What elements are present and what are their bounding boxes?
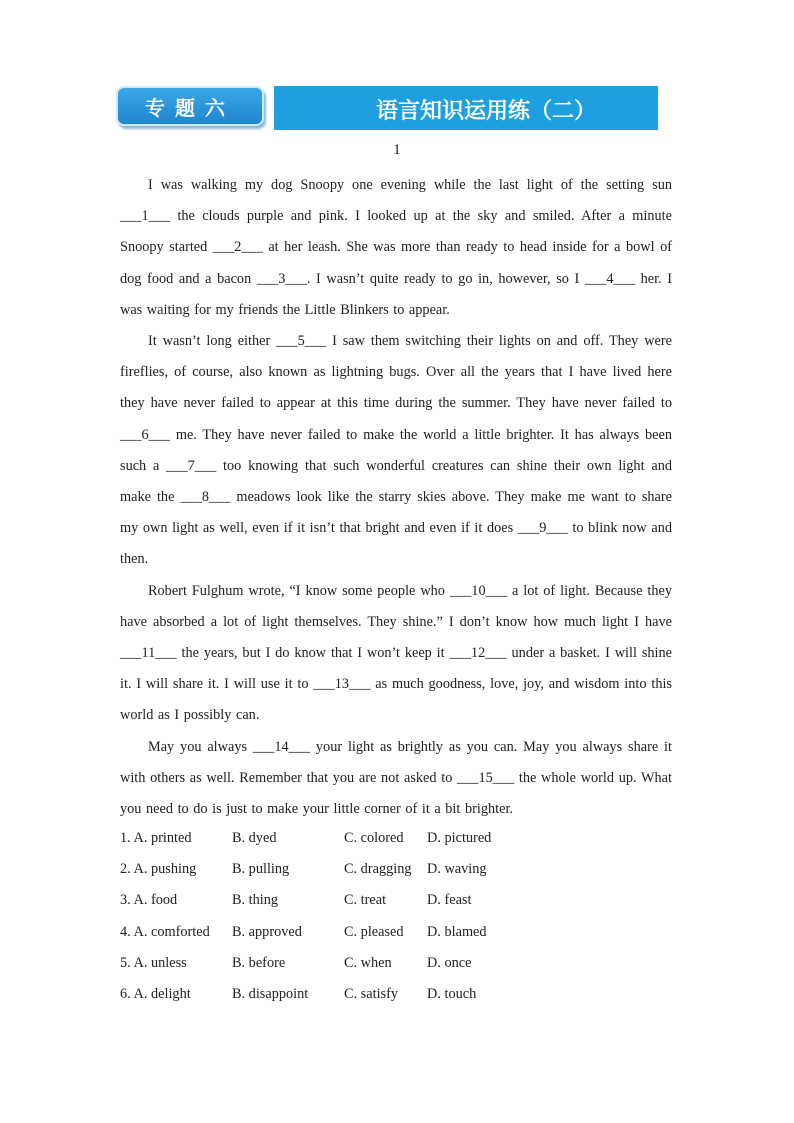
option-d: D. pictured xyxy=(427,830,492,846)
option-row xyxy=(120,885,672,916)
topic-tab: 专题六 xyxy=(116,86,264,126)
option-d: D. blamed xyxy=(427,923,487,940)
option-a: 3. A. food xyxy=(120,892,178,909)
page-number: 1 xyxy=(393,142,401,158)
option-a: 1. A. printed xyxy=(120,830,192,846)
option-b: B. disappoint xyxy=(232,985,309,1002)
option-c: C. treat xyxy=(344,892,387,909)
cloze-passage xyxy=(120,170,672,825)
paragraph: Robert Fulghum wrote, “I know some people who ___10___ a lot of light. Because they have absorbed a lot of light themselves. They shine.” I don’t know how much light I have ___11___ the years, but I do know that I won’t keep it ___12___ under a basket. I will shine it. I will share it. I will use it to ___13___ as much goodness, love, joy, and wisdom into this world as I possibly can. xyxy=(120,582,672,724)
option-d: D. feast xyxy=(427,892,472,909)
paragraph: I was walking my dog Snoopy one evening while the last light of the setting sun ___1___ the clouds purple and pink. I looked up at the sky and smiled. After a minute Snoopy started ___2___ at her leash. She was more than ready to head inside for a bowl of dog food and a bacon ___3___. I wasn’t quite ready to go in, however, so I ___4___ her. I was waiting for my friends the Little Blinkers to appear. xyxy=(120,177,672,318)
option-a: 5. A. unless xyxy=(120,954,187,971)
option-b: B. before xyxy=(232,954,286,971)
option-row xyxy=(120,948,672,979)
option-row xyxy=(120,854,672,885)
option-d: D. waving xyxy=(427,861,487,878)
option-c: C. satisfy xyxy=(344,985,399,1002)
option-c: C. pleased xyxy=(344,923,404,940)
option-a: 4. A. comforted xyxy=(120,923,210,940)
paragraph: It wasn’t long either ___5___ I saw them switching their lights on and off. They were fireflies, of course, also known as lightning bugs. Over all the years that I have lived here they have never failed to appear at this time during the summer. They have never failed to ___6___ me. They have never failed to make the world a little brighter. It has always been such a ___7___ too knowing that such wonderful creatures can shine their own light and make the ___8___ meadows look like the starry skies above. They make me want to share my own light as well, even if it isn’t that bright and even if it does ___9___ to blink now and then. xyxy=(120,333,672,568)
answer-options xyxy=(120,823,672,1010)
section-header xyxy=(116,86,658,130)
option-b: B. dyed xyxy=(232,830,277,846)
option-row xyxy=(120,917,672,948)
option-d: D. touch xyxy=(427,985,477,1002)
option-a: 6. A. delight xyxy=(120,985,191,1002)
option-row xyxy=(120,979,672,1010)
option-c: C. dragging xyxy=(344,861,412,878)
option-b: B. pulling xyxy=(232,861,290,878)
option-c: C. colored xyxy=(344,830,404,846)
option-d: D. once xyxy=(427,954,472,971)
paragraph: May you always ___14___ your light as brightly as you can. May you always share it with others as well. Remember that you are not asked to ___15___ the whole world up. What you need to do is just to make your little corner of it a bit brighter. xyxy=(120,738,672,818)
section-title: 语言知识运用练（二） xyxy=(274,86,658,130)
option-b: B. thing xyxy=(232,892,279,909)
option-row xyxy=(120,823,672,854)
option-a: 2. A. pushing xyxy=(120,861,197,878)
option-c: C. when xyxy=(344,954,392,971)
option-b: B. approved xyxy=(232,923,302,940)
